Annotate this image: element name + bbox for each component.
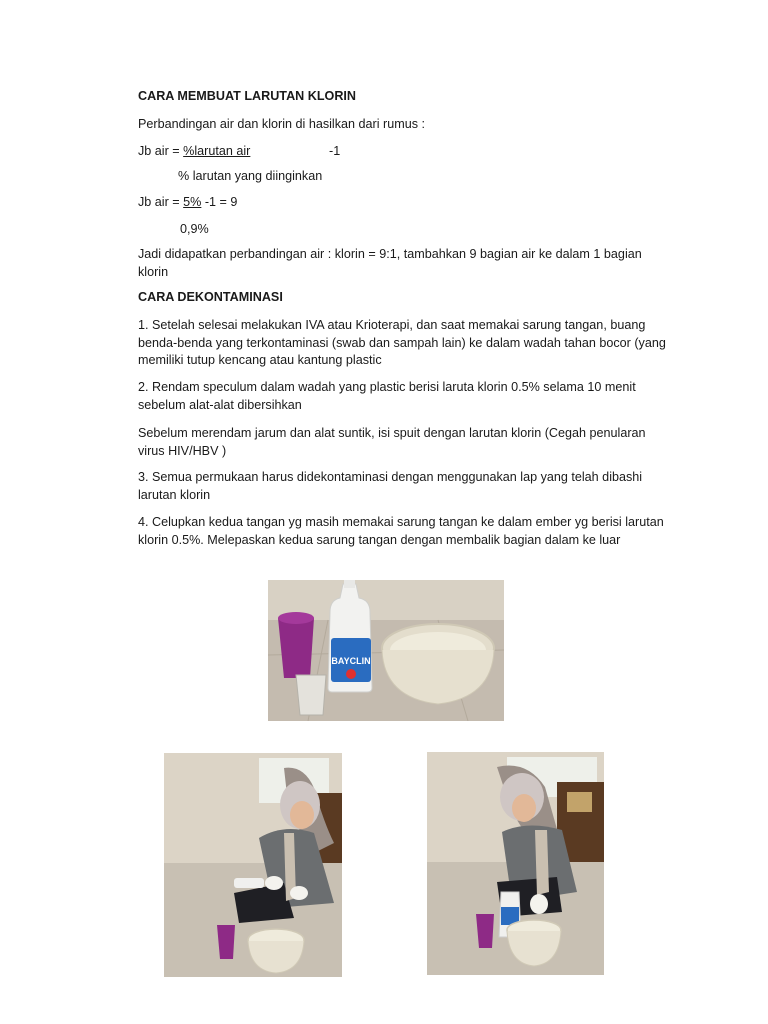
step-note: Sebelum merendam jarum dan alat suntik, isi spuit dengan larutan klorin (Cegah penularan virus HIV/HBV ) xyxy=(138,426,646,458)
section-title: CARA DEKONTAMINASI xyxy=(138,290,283,304)
pouring-illustration xyxy=(164,753,342,977)
step-2: 2. Rendam speculum dalam wadah yang plastic berisi laruta klorin 0.5% selama 10 menit sebelum alat-alat dibersihkan xyxy=(138,380,636,412)
formula-2 xyxy=(138,194,668,212)
pouring-photo xyxy=(164,753,342,977)
formula-2-denominator: 0,9% xyxy=(180,222,209,236)
intro-text: Perbandingan air dan klorin di hasilkan dari rumus : xyxy=(138,117,426,131)
formula-1-prefix: Jb air = xyxy=(138,144,184,158)
supplies-photo xyxy=(268,580,504,721)
conclusion-text: Jadi didapatkan perbandingan air : klorin = 9:1, tambahkan 9 bagian air ke dalam 1 bagian klorin xyxy=(138,247,642,279)
formula-2-numerator: 5% xyxy=(183,195,202,209)
bottle-label: BAYCLIN xyxy=(331,656,371,666)
formula-1 xyxy=(138,143,668,161)
step-3: 3. Semua permukaan harus didekontaminasi dengan menggunakan lap yang telah dibashi larutan klorin xyxy=(138,470,643,502)
soaking-illustration xyxy=(427,752,604,975)
document-title: CARA MEMBUAT LARUTAN KLORIN xyxy=(138,89,357,103)
formula-2-prefix: Jb air = xyxy=(138,195,184,209)
step-1: 1. Setelah selesai melakukan IVA atau Krioterapi, dan saat memakai sarung tangan, buang benda-benda yang terkontaminasi (swab dan sampah lain) ke dalam wadah tahan bocor (yang memiliki tutup kencang atau kantung plastic xyxy=(138,318,666,367)
formula-1-denominator: % larutan yang diinginkan xyxy=(178,169,323,183)
step-4: 4. Celupkan kedua tangan yg masih memakai sarung tangan ke dalam ember yg berisi larutan klorin 0.5%. Melepaskan kedua sarung tangan dengan membalik bagian dalam ke luar xyxy=(138,515,664,547)
supplies-illustration xyxy=(268,580,504,721)
formula-1-suffix: -1 xyxy=(329,144,341,158)
formula-2-suffix: -1 = 9 xyxy=(201,195,238,209)
formula-1-numerator: %larutan air xyxy=(183,144,251,158)
soaking-photo xyxy=(427,752,604,975)
